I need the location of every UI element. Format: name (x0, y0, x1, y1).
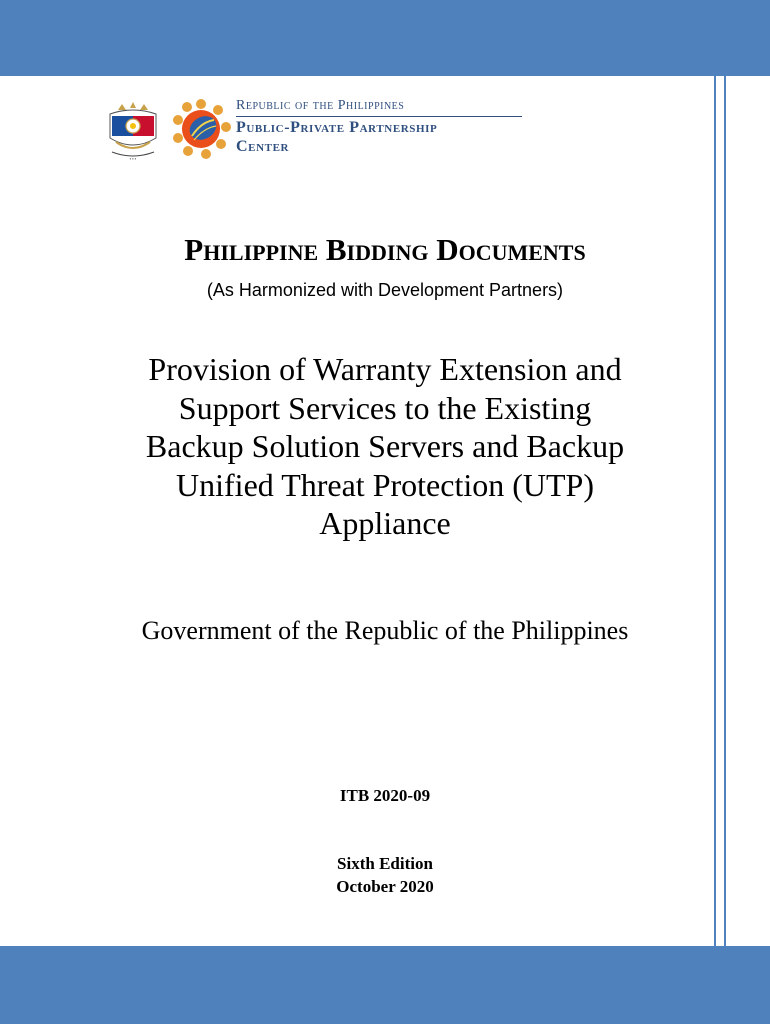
pppc-logo-icon (170, 98, 232, 160)
bottom-band (0, 946, 770, 1024)
org-divider (236, 116, 522, 117)
svg-text:▪ ▪ ▪: ▪ ▪ ▪ (129, 156, 137, 161)
document-subtitle: (As Harmonized with Development Partners) (206, 280, 564, 300)
project-title (95, 350, 675, 543)
top-band (0, 0, 770, 76)
republic-seal-icon (104, 102, 162, 164)
project-title-line: Unified Threat Protection (UTP) (176, 466, 594, 503)
project-title-line: Provision of Warranty Extension and (148, 351, 622, 387)
document-title: Philippine Bidding Documents (184, 232, 586, 267)
edition-date: October 2020 (336, 877, 434, 896)
edition-label: Sixth Edition (337, 854, 433, 873)
org-line-republic: Republic of the Philippines (236, 98, 405, 113)
border-line-inner (714, 76, 716, 946)
project-title-line: Appliance (319, 505, 451, 541)
edition-block (0, 852, 770, 898)
itb-reference: ITB 2020-09 (339, 786, 431, 805)
org-line-center: Center (236, 138, 290, 155)
org-line-ppp: Public-Private Partnership (236, 119, 438, 136)
border-line-outer (724, 76, 726, 946)
government-name: Government of the Republic of the Philippines (141, 616, 629, 645)
project-title-line: Support Services to the Existing (178, 389, 592, 426)
project-title-line: Backup Solution Servers and Backup (145, 428, 625, 464)
